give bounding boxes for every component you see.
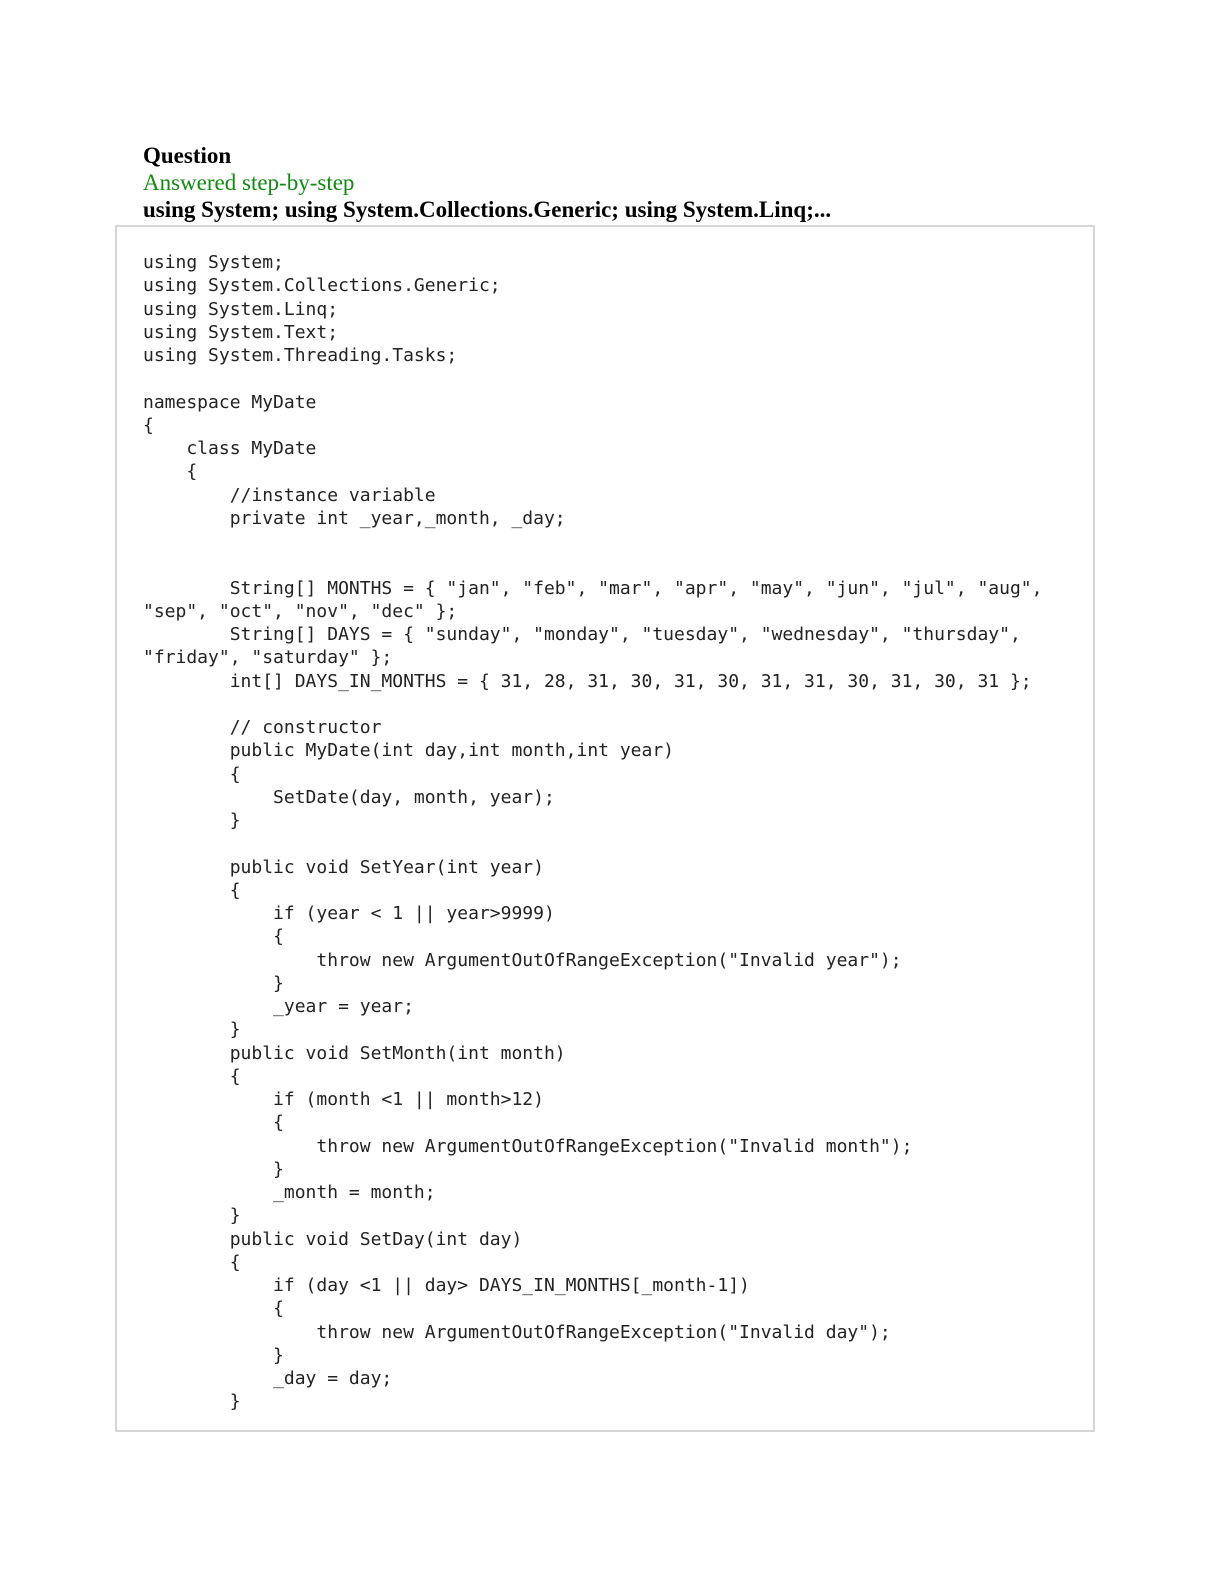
code-line: using System;	[143, 252, 284, 273]
code-line: using System.Text;	[143, 321, 339, 343]
code-line: _month = month;	[143, 1182, 436, 1203]
code-listing	[143, 251, 1042, 1414]
code-line: }	[143, 810, 241, 831]
code-line: {	[143, 1251, 241, 1273]
code-line: String[] DAYS = { "sunday", "monday", "tuesday", "wednesday", "thursday",	[143, 624, 1021, 645]
code-line: {	[143, 461, 198, 483]
code-line: using System.Collections.Generic;	[143, 275, 501, 297]
code-line	[143, 530, 1042, 553]
code-line: // constructor	[143, 717, 382, 738]
code-line: {	[143, 414, 154, 436]
code-line: }	[143, 1391, 241, 1413]
code-line: String[] MONTHS = { "jan", "feb", "mar", "apr", "may", "jun", "jul", "aug",	[143, 577, 1043, 599]
code-line	[143, 832, 1042, 855]
code-line: {	[143, 879, 241, 901]
code-line: if (day <1 || day> DAYS_IN_MONTHS[_month-1])	[143, 1275, 750, 1296]
code-line: if (year < 1 || year>9999)	[143, 903, 555, 924]
code-line: if (month <1 || month>12)	[143, 1089, 544, 1110]
question-label: Question	[143, 143, 232, 168]
code-line: int[] DAYS_IN_MONTHS = { 31, 28, 31, 30, 31, 30, 31, 31, 30, 31, 30, 31 };	[143, 670, 1032, 692]
code-line: using System.Threading.Tasks;	[143, 345, 458, 366]
code-line: "sep", "oct", "nov", "dec" };	[143, 600, 458, 622]
code-line: public void SetMonth(int month)	[143, 1042, 566, 1064]
code-line	[143, 553, 1042, 576]
code-line: throw new ArgumentOutOfRangeException("Invalid year");	[143, 949, 902, 971]
question-title: using System; using System.Collections.Generic; using System.Linq;...	[143, 197, 832, 222]
code-line	[143, 367, 1042, 390]
code-line: private int _year,_month, _day;	[143, 507, 566, 529]
code-line: using System.Linq;	[143, 298, 339, 320]
question-header	[143, 142, 1103, 223]
code-line: "friday", "saturday" };	[143, 647, 393, 669]
code-line: SetDate(day, month, year);	[143, 786, 555, 808]
code-line: _year = year;	[143, 996, 414, 1017]
code-line: }	[143, 1344, 284, 1366]
code-line: }	[143, 1205, 241, 1227]
code-line: public MyDate(int day,int month,int year)	[143, 740, 675, 762]
code-line: //instance variable	[143, 484, 436, 506]
code-line: public void SetYear(int year)	[143, 856, 544, 878]
code-line: {	[143, 1065, 241, 1087]
answer-status: Answered step-by-step	[143, 170, 355, 195]
code-line: class MyDate	[143, 438, 317, 459]
code-line: _day = day;	[143, 1368, 393, 1389]
code-line: {	[143, 1298, 284, 1320]
code-line	[143, 693, 1042, 716]
code-line: namespace MyDate	[143, 391, 317, 413]
code-line: {	[143, 1112, 284, 1134]
code-line: public void SetDay(int day)	[143, 1228, 523, 1250]
code-line: }	[143, 972, 284, 994]
code-line: {	[143, 763, 241, 785]
code-line: }	[143, 1019, 241, 1041]
code-line: {	[143, 926, 284, 948]
code-block	[115, 225, 1095, 1432]
code-line: throw new ArgumentOutOfRangeException("Invalid day");	[143, 1321, 891, 1343]
code-line: }	[143, 1158, 284, 1180]
code-line: throw new ArgumentOutOfRangeException("Invalid month");	[143, 1135, 913, 1157]
